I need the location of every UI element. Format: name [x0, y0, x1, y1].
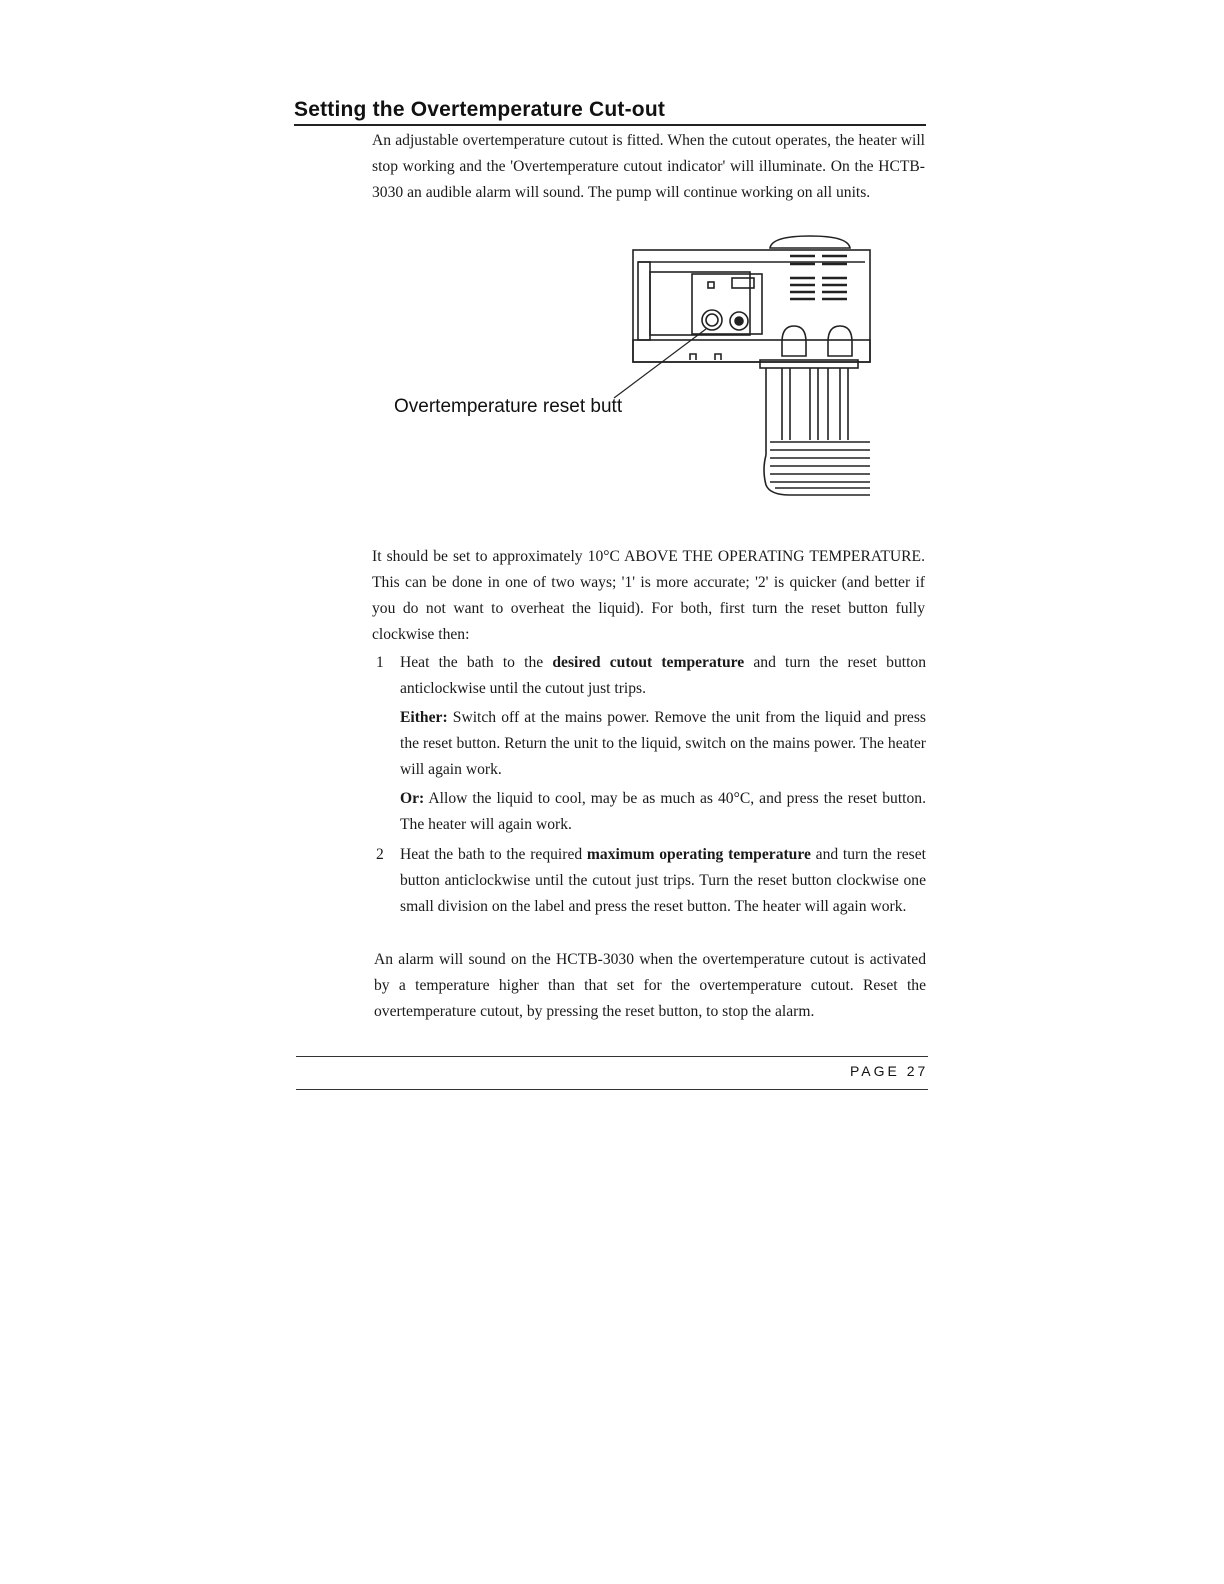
either-label: Either: [400, 709, 448, 726]
heating-coil [764, 442, 870, 495]
step-2-text: Heat the bath to the required maximum operating temperature and turn the reset button anticlockwise until the cutout just trips. Turn the reset button clockwise one small division on the label and press the reset button. The heater will again work. [400, 846, 927, 915]
setting-paragraph: It should be set to approximately 10°C ABOVE THE OPERATING TEMPERATURE. This can be done in one of two ways; '1' is more accurate; '2' is quicker (and better if you do not want to overheat the liquid). For both, first turn the reset button fully clockwise then: [372, 548, 925, 643]
step-2-number: 2 [376, 846, 384, 863]
alarm-paragraph: An alarm will sound on the HCTB-3030 when the overtemperature cutout is activated by a temperature higher than that set for the overtemperature cutout. Reset the overtemperature cutout, by pressing the reset button, to stop the alarm. [374, 951, 926, 1020]
page-number: PAGE 27 [850, 1063, 929, 1079]
reset-button-diagram [702, 310, 722, 330]
step-1-text: Heat the bath to the desired cutout temperature and turn the reset button anticlockwise until the cutout just trips. [400, 654, 926, 697]
or-option: Or: Allow the liquid to cool, may be as much as 40°C, and press the reset button. The heater will again work. [400, 790, 926, 833]
unit-diagram [370, 230, 930, 505]
step-1-number: 1 [376, 654, 384, 671]
section-heading: Setting the Overtemperature Cut-out [294, 98, 666, 121]
figure-caption: Overtemperature reset butt [394, 396, 623, 417]
step-2-emphasis: maximum operating temperature [586, 846, 811, 863]
housing-outline [633, 250, 870, 362]
either-option: Either: Switch off at the mains power. Remove the unit from the liquid and press the reset button. Return the unit to the liquid, switch on the mains power. The heater will again work. [400, 709, 926, 778]
heater-unit-illustration [370, 230, 930, 505]
footer-rule-top [296, 1056, 928, 1057]
intro-paragraph: An adjustable overtemperature cutout is fitted. When the cutout operates, the heater will stop working and the 'Overtemperature cutout indicator' will illuminate. On the HCTB-3030 an audible alarm will sound. The pump will continue working on all units. [372, 132, 925, 201]
footer-rule-bottom [296, 1089, 928, 1090]
or-label: Or: [400, 790, 425, 807]
heading-underline [294, 124, 926, 126]
step-1-emphasis: desired cutout temperature [552, 654, 745, 671]
